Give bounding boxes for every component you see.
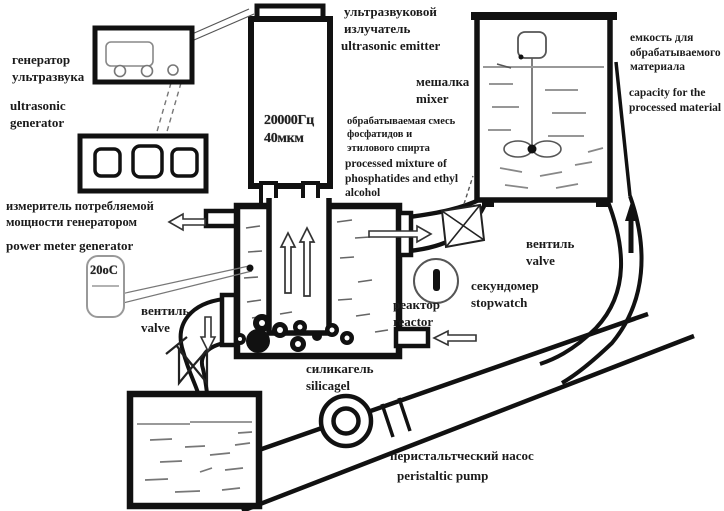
- label-ultrasonic-generator-en: [10, 98, 66, 131]
- knob-icon: [115, 66, 126, 77]
- peristaltic-pump-icon: [321, 396, 371, 446]
- label-pump-ru: перистальтческий насос: [390, 448, 534, 463]
- mixer-motor-icon: [518, 32, 546, 58]
- label-mixer: [416, 74, 469, 107]
- label-line: reactor: [393, 313, 434, 329]
- label-line: alcohol: [345, 187, 381, 200]
- reactor-vessel: [234, 198, 399, 356]
- label-line: емкость для: [630, 32, 694, 44]
- generator-emitter-cable: [192, 9, 254, 40]
- label-line: mixer: [416, 90, 449, 106]
- knob-icon: [142, 66, 153, 77]
- flow-arrow-left-icon: [169, 214, 205, 230]
- ultrasonic-generator-device: [95, 9, 254, 135]
- label-line: ultrasonic: [10, 98, 66, 113]
- label-line: вентиль: [141, 303, 190, 318]
- label-mixture-en: [345, 157, 458, 201]
- label-line: этилового спирта: [347, 142, 430, 154]
- label-mixture-ru: [347, 115, 455, 155]
- label-line: processed mixture of: [345, 158, 447, 170]
- label-line: processed material: [629, 101, 722, 114]
- label-emitter-en: ultrasonic emitter: [341, 38, 441, 53]
- emitter-amplitude: 40мкм: [264, 130, 304, 146]
- label-line: генератор: [12, 52, 71, 67]
- label-line: обрабатываемого: [630, 46, 721, 59]
- label-line: секундомер: [471, 278, 539, 293]
- reactor-bottom-right-port: [396, 329, 428, 346]
- label-line: ультразвука: [12, 68, 85, 84]
- power-meter-device: [80, 136, 206, 191]
- label-power-meter-ru: [6, 198, 154, 230]
- label-line: фосфатидов и: [347, 129, 413, 141]
- label-emitter-ru: [344, 4, 437, 37]
- label-capacity-en: [629, 86, 721, 115]
- label-reactor: [393, 297, 440, 330]
- label-line: silicagel: [306, 377, 351, 393]
- emitter-horn-tube: [269, 198, 329, 333]
- flow-arrow-left-icon: [434, 331, 476, 345]
- generator-display: [106, 42, 153, 66]
- knob-icon: [168, 65, 178, 75]
- label-line: valve: [141, 319, 170, 335]
- label-pump-en: peristaltic pump: [397, 468, 489, 483]
- label-line: ультразвуковой: [344, 4, 437, 19]
- ultrasonic-emitter-device: [251, 6, 330, 211]
- label-line: силикагель: [306, 361, 374, 376]
- label-line: phosphatides and ethyl: [345, 172, 459, 185]
- label-line: измеритель потребляемой: [6, 199, 154, 213]
- storage-tank: [130, 394, 259, 506]
- thermometer-reading: 20оС: [90, 263, 118, 277]
- emitter-parameters: [264, 112, 314, 148]
- label-line: generator: [10, 114, 65, 130]
- label-line: capacity for the: [629, 87, 706, 99]
- label-line: излучатель: [344, 20, 411, 36]
- label-valve-right: [526, 236, 574, 269]
- label-capacity-ru: [630, 31, 721, 75]
- label-valve-left: [141, 303, 189, 336]
- label-line: реактор: [393, 297, 440, 312]
- label-ultrasonic-generator-ru: [12, 52, 84, 85]
- reactor-left-port: [206, 211, 238, 226]
- label-line: мощности генератором: [6, 215, 138, 229]
- emitter-frequency: 20000Гц: [264, 113, 314, 128]
- label-stopwatch: [471, 278, 539, 311]
- label-silicagel: [306, 361, 374, 394]
- label-line: stopwatch: [471, 294, 528, 310]
- label-line: вентиль: [526, 236, 575, 251]
- generator-meter-cable: [156, 83, 181, 135]
- label-line: мешалка: [416, 74, 470, 89]
- mixer-tank: [471, 16, 617, 207]
- label-line: обрабатываемая смесь: [347, 116, 456, 127]
- label-power-meter-en: power meter generator: [6, 238, 134, 253]
- label-line: материала: [630, 61, 686, 74]
- label-line: valve: [526, 252, 555, 268]
